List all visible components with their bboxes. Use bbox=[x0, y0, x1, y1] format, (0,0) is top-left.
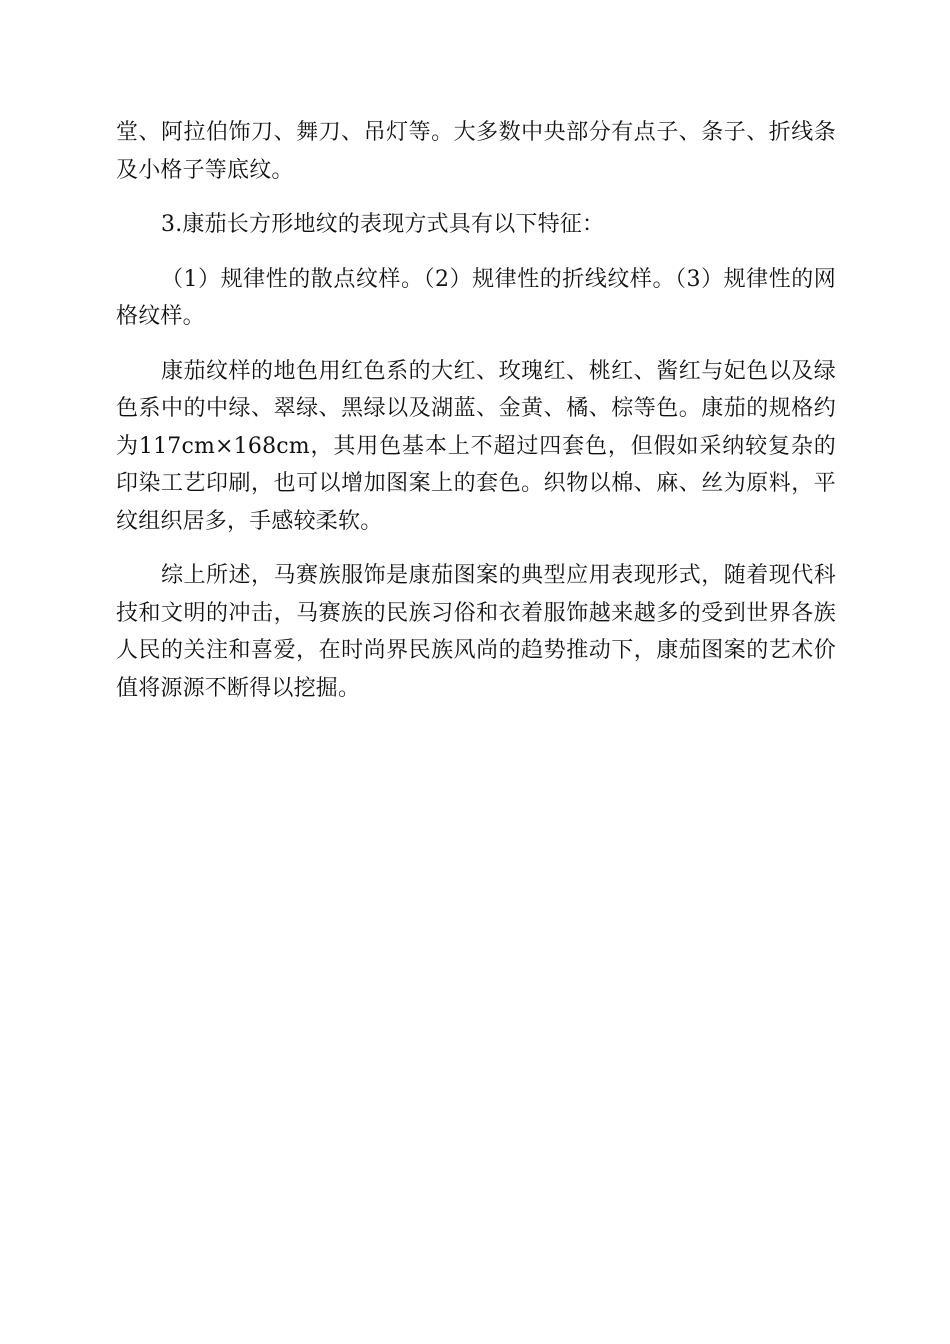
paragraph-conclusion: 综上所述，马赛族服饰是康茄图案的典型应用表现形式，随着现代科技和文明的冲击，马赛族的民族习俗和衣着服饰越来越多的受到世界各族人民的关注和喜爱，在时尚界民族风尚的趋势推动下，康茄图案的艺术价值将源源不断得以挖掘。 bbox=[116, 563, 836, 701]
document-body bbox=[116, 114, 836, 724]
paragraph-pattern-features: （1）规律性的散点纹样。（2）规律性的折线纹样。（3）规律性的网格纹样。 bbox=[116, 266, 836, 329]
paragraph-color-specs: 康茄纹样的地色用红色系的大红、玫瑰红、桃红、酱红与妃色以及绿色系中的中绿、翠绿、黑绿以及湖蓝、金黄、橘、棕等色。康茄的规格约为117cm×168cm，其用色基本上不超过四套色，但假如采纳较复杂的印染工艺印刷，也可以增加图案上的套色。织物以棉、麻、丝为原料，平纹组织居多，手感较柔软。 bbox=[116, 358, 836, 534]
paragraph-section-heading: 3.康茄长方形地纹的表现方式具有以下特征： bbox=[161, 212, 605, 237]
paragraph-continuation: 堂、阿拉伯饰刀、舞刀、吊灯等。大多数中央部分有点子、条子、折线条及小格子等底纹。 bbox=[116, 120, 836, 183]
